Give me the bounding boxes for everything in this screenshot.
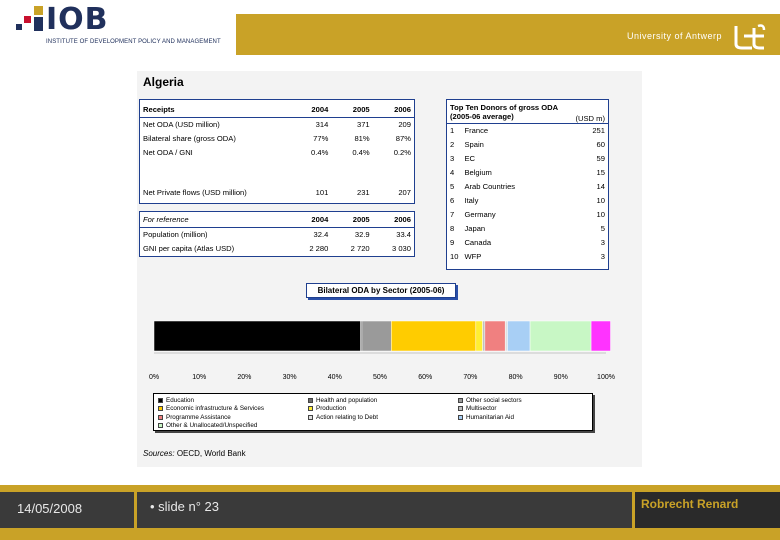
- donor-name: Belgium: [464, 167, 492, 177]
- table-row: [447, 151, 608, 165]
- bar-segment: [505, 321, 507, 351]
- donor-value: 60: [596, 139, 605, 149]
- row-label: Net ODA (USD million): [143, 119, 220, 129]
- sector-stacked-bar-chart: [137, 311, 642, 391]
- donor-value: 5: [600, 223, 605, 233]
- university-name: University of Antwerp: [626, 31, 722, 41]
- table-row: [140, 185, 414, 199]
- donor-name: WFP: [464, 251, 482, 261]
- donor-rank: 7: [450, 209, 455, 219]
- table-row: [447, 193, 608, 207]
- row-value: 101: [315, 187, 329, 197]
- legend-label: Education: [166, 396, 195, 404]
- legend-item: [158, 396, 308, 405]
- iob-logo-mark: [14, 6, 44, 36]
- row-label: Bilateral share (gross ODA): [143, 133, 236, 143]
- donor-rank: 4: [450, 167, 455, 177]
- legend-item: [158, 405, 308, 414]
- footer-slide-number: • slide n° 23: [150, 499, 220, 514]
- row-value: 209: [398, 119, 411, 129]
- table-row: [140, 117, 414, 131]
- bar-segment: [476, 321, 483, 351]
- bar-segment: [507, 321, 530, 351]
- legend-item: [458, 396, 593, 405]
- x-tick-label: 10%: [192, 374, 207, 381]
- figure-title: Algeria: [143, 75, 184, 89]
- donor-value: 10: [596, 209, 605, 219]
- legend-swatch: [158, 398, 163, 403]
- university-logo-icon: [732, 22, 768, 50]
- donor-value: 3: [600, 237, 605, 247]
- row-value: 314: [315, 119, 329, 129]
- donor-name: Germany: [464, 209, 496, 219]
- legend-label: Other & Unallocated/Unspecified: [166, 422, 258, 430]
- donors-header-row: [447, 101, 608, 123]
- x-tick-label: 0%: [148, 374, 160, 381]
- legend-item: [158, 422, 308, 431]
- row-value: 81%: [354, 133, 370, 143]
- reference-header-2004: 2004: [290, 213, 331, 227]
- footer-author: Robrecht Renard: [641, 497, 739, 511]
- sector-legend: [153, 393, 593, 431]
- table-row: [447, 123, 608, 137]
- figure-source: [143, 449, 246, 458]
- algeria-aid-figure: [137, 71, 642, 467]
- logo-text: IOB: [46, 2, 109, 37]
- donor-value: 10: [596, 195, 605, 205]
- x-tick-label: 50%: [372, 374, 388, 381]
- table-row: [140, 145, 414, 159]
- bar-segment: [362, 321, 391, 351]
- sector-chart-title: Bilateral ODA by Sector (2005-06): [306, 283, 456, 298]
- donor-value: 14: [596, 181, 605, 191]
- legend-label: Programme Assistance: [166, 413, 231, 421]
- table-row: [447, 207, 608, 221]
- donor-name: Canada: [464, 237, 492, 247]
- table-row: [447, 235, 608, 249]
- donor-name: Spain: [464, 139, 484, 149]
- reference-header-row: [140, 213, 414, 227]
- row-value: 0.4%: [352, 147, 370, 157]
- receipts-header-row: [140, 103, 414, 117]
- donor-rank: 6: [450, 195, 455, 205]
- row-value: 0.2%: [393, 147, 411, 157]
- donor-rank: 2: [450, 139, 455, 149]
- receipts-header-label: Receipts: [140, 103, 290, 117]
- table-row: [447, 165, 608, 179]
- legend-label: Production: [316, 405, 347, 413]
- table-row: [140, 131, 414, 145]
- legend-swatch: [458, 398, 463, 403]
- x-tick-label: 40%: [327, 374, 342, 381]
- logo-subtitle: INSTITUTE OF DEVELOPMENT POLICY AND MANAGEMENT: [46, 39, 221, 45]
- row-label: Net ODA / GNI: [143, 147, 193, 157]
- reference-table-box: [139, 211, 415, 257]
- legend-label: Economic infrastructure & Services: [166, 405, 264, 413]
- row-label: Population (million): [143, 229, 208, 239]
- bar-segment: [485, 321, 505, 351]
- row-label: Net Private flows (USD million): [143, 187, 247, 197]
- x-tick-label: 30%: [282, 374, 297, 381]
- legend-swatch: [458, 415, 463, 420]
- legend-swatch: [308, 398, 313, 403]
- table-row: [447, 249, 608, 263]
- donor-value: 251: [592, 125, 605, 135]
- table-row: [447, 137, 608, 151]
- donor-rank: 1: [450, 125, 455, 135]
- receipts-table: [140, 103, 414, 199]
- donor-rank: 3: [450, 153, 455, 163]
- bar-segment: [391, 321, 476, 351]
- row-value: 87%: [395, 133, 411, 143]
- donor-name: Japan: [464, 223, 486, 233]
- donor-rank: 5: [450, 181, 455, 191]
- donors-header-label: Top Ten Donors of gross ODA (2005-06 average): [447, 101, 571, 123]
- x-tick-label: 60%: [418, 374, 433, 381]
- legend-grid: [158, 396, 593, 430]
- reference-header-2005: 2005: [331, 213, 372, 227]
- bar-segment: [483, 321, 485, 351]
- donor-name: Arab Countries: [464, 181, 516, 191]
- receipts-table-box: [139, 99, 415, 204]
- donor-name: Italy: [464, 195, 479, 205]
- row-value: 231: [356, 187, 370, 197]
- legend-label: Health and population: [316, 396, 378, 404]
- legend-swatch: [158, 415, 163, 420]
- receipts-header-2004: 2004: [290, 103, 331, 117]
- row-label: GNI per capita (Atlas USD): [143, 243, 235, 253]
- legend-swatch: [158, 406, 163, 411]
- legend-item: [458, 405, 593, 414]
- donor-value: 59: [596, 153, 605, 163]
- bar-segment: [530, 321, 591, 351]
- legend-swatch: [158, 423, 163, 428]
- donor-rank: 9: [450, 237, 455, 247]
- source-label: Sources:: [143, 449, 175, 458]
- row-value: 77%: [313, 133, 329, 143]
- legend-swatch: [308, 406, 313, 411]
- donor-rank: 10: [450, 251, 459, 261]
- x-tick-label: 80%: [508, 374, 523, 381]
- x-tick-label: 70%: [463, 374, 478, 381]
- footer-date: 14/05/2008: [17, 501, 83, 516]
- bar-segment: [591, 321, 610, 351]
- row-value: 32.9: [354, 229, 370, 239]
- table-row: [140, 241, 414, 255]
- x-tick-label: 100%: [597, 374, 615, 381]
- donor-name: EC: [464, 153, 476, 163]
- table-row: [447, 221, 608, 235]
- legend-label: Action relating to Debt: [316, 413, 378, 421]
- reference-table: [140, 213, 414, 255]
- legend-item: [308, 396, 458, 405]
- x-tick-label: 90%: [553, 374, 568, 381]
- top-donors-table-box: [446, 99, 609, 270]
- legend-item: [308, 405, 458, 414]
- x-tick-label: 20%: [237, 374, 252, 381]
- row-value: 2 720: [350, 243, 370, 253]
- table-row-spacer: [140, 159, 414, 185]
- legend-swatch: [458, 406, 463, 411]
- row-value: 2 280: [309, 243, 329, 253]
- row-value: 0.4%: [311, 147, 329, 157]
- table-row: [447, 179, 608, 193]
- table-row: [140, 227, 414, 241]
- donor-value: 15: [596, 167, 605, 177]
- top-donors-table: [447, 101, 608, 263]
- reference-header-2006: 2006: [373, 213, 414, 227]
- donor-rank: 8: [450, 223, 455, 233]
- source-text: OECD, World Bank: [176, 449, 246, 458]
- row-value: 33.4: [396, 229, 411, 239]
- row-value: 371: [356, 119, 370, 129]
- row-value: 3 030: [391, 243, 411, 253]
- legend-label: Other social sectors: [466, 396, 522, 404]
- donor-name: France: [464, 125, 489, 135]
- legend-label: Humanitarian Aid: [466, 413, 514, 421]
- legend-item: [308, 413, 458, 422]
- legend-swatch: [308, 415, 313, 420]
- donor-value: 3: [600, 251, 605, 261]
- row-value: 32.4: [313, 229, 329, 239]
- legend-item: [458, 413, 593, 422]
- reference-header-label: For reference: [140, 213, 290, 227]
- donors-header-unit: (USD m): [571, 101, 608, 123]
- receipts-header-2006: 2006: [373, 103, 414, 117]
- row-value: 207: [398, 187, 411, 197]
- legend-item: [158, 413, 308, 422]
- legend-label: Multisector: [466, 405, 497, 413]
- receipts-header-2005: 2005: [331, 103, 372, 117]
- bar-segment: [154, 321, 361, 351]
